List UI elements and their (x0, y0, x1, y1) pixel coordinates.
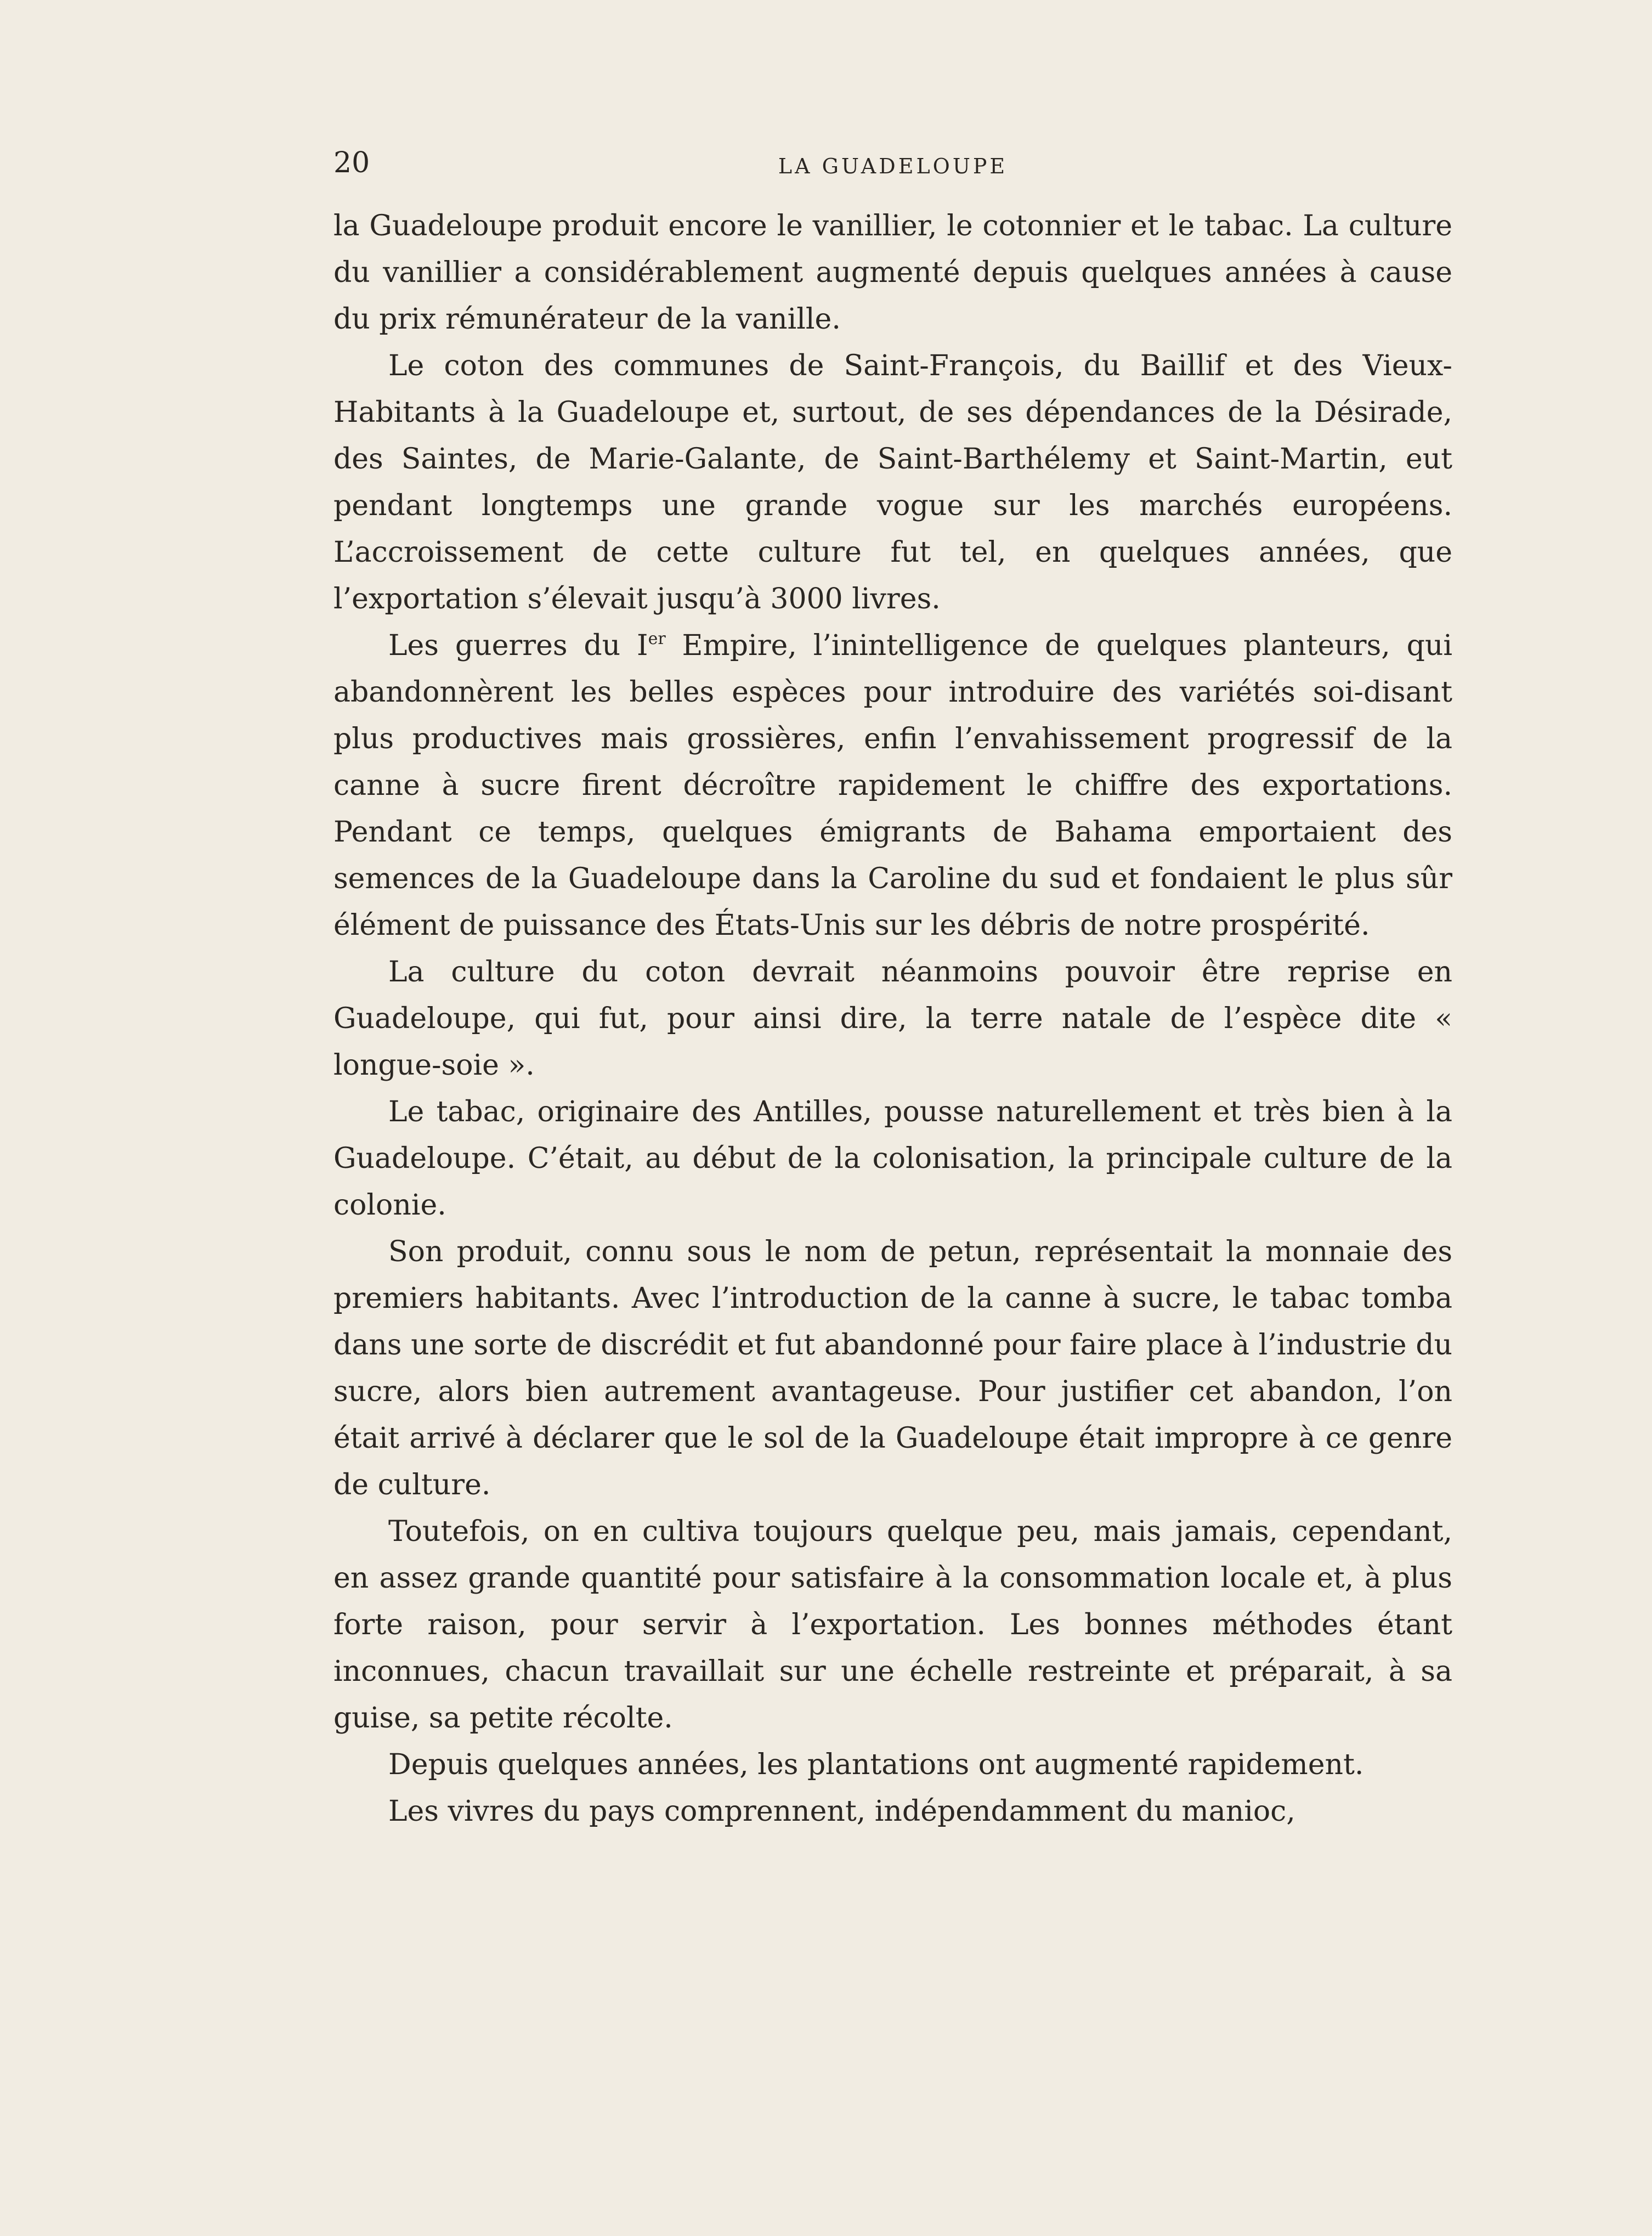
paragraph: Toutefois, on en cultiva toujours quelque peu, mais jamais, cependant, en assez grande quantité pour satisfaire à la consommation locale et, à plus forte raison, pour servir à l’exportation. Les bonnes méthodes étant inconnues, chacun travaillait sur une échelle restreinte et préparait, à sa guise, sa petite récolte. (333, 1515, 1452, 1735)
paragraph: Les vivres du pays comprennent, indépendamment du manioc, (388, 1795, 1295, 1828)
paragraph: Le tabac, originaire des Antilles, pousse naturellement et très bien à la Guadeloupe. C’était, au début de la colonisation, la principale culture de la colonie. (333, 1096, 1452, 1222)
paragraph-text: Les guerres du I (388, 629, 648, 662)
paragraph: Son produit, connu sous le nom de petun, représentait la monnaie des premiers habitants. Avec l’introduction de la canne à sucre, le tabac tomba dans une sorte de discrédit et fut abandonné pour faire place à l’industrie du sucre, alors bien autrement avantageuse. Pour justifier cet abandon, l’on était arrivé à déclarer que le sol de la Guadeloupe était impropre à ce genre de culture. (333, 1235, 1452, 1501)
paragraph: La culture du coton devrait néanmoins pouvoir être reprise en Guadeloupe, qui fut, pour ainsi dire, la terre natale de l’espèce dite « longue-soie ». (333, 956, 1452, 1082)
body-text (333, 203, 1452, 1835)
paragraph: la Guadeloupe produit encore le vanillier, le cotonnier et le tabac. La culture du vanillier a considérablement augmenté depuis quelques années à cause du prix rémunérateur de la vanille. (333, 210, 1452, 336)
running-title: LA GUADELOUPE (778, 154, 1008, 178)
paragraph: Le coton des communes de Saint-François, du Baillif et des Vieux-Habitants à la Guadeloupe et, surtout, de ses dépendances de la Désirade, des Saintes, de Marie-Galante, de Saint-Barthélemy et Saint-Martin, eut pendant longtemps une grande vogue sur les marchés européens. L’accroissement de cette culture fut tel, en quelques années, que l’exportation s’élevait jusqu’à 3000 livres. (333, 349, 1452, 616)
paragraph-text: Empire, l’inintelligence de quelques planteurs, qui abandonnèrent les belles espèces pour introduire des variétés soi-disant plus productives mais grossières, enfin l’envahissement progressif de la canne à sucre firent décroître rapidement le chiffre des exportations. Pendant ce temps, quelques émigrants de Bahama emportaient des semences de la Guadeloupe dans la Caroline du sud et fondaient le plus sûr élément de puissance des États-Unis sur les débris de notre prospérité. (333, 629, 1452, 942)
page-number: 20 (333, 146, 370, 179)
page-header (333, 144, 1452, 182)
superscript: er (648, 629, 666, 648)
paragraph: Depuis quelques années, les plantations ont augmenté rapidement. (388, 1748, 1364, 1781)
paragraph (333, 623, 1452, 949)
